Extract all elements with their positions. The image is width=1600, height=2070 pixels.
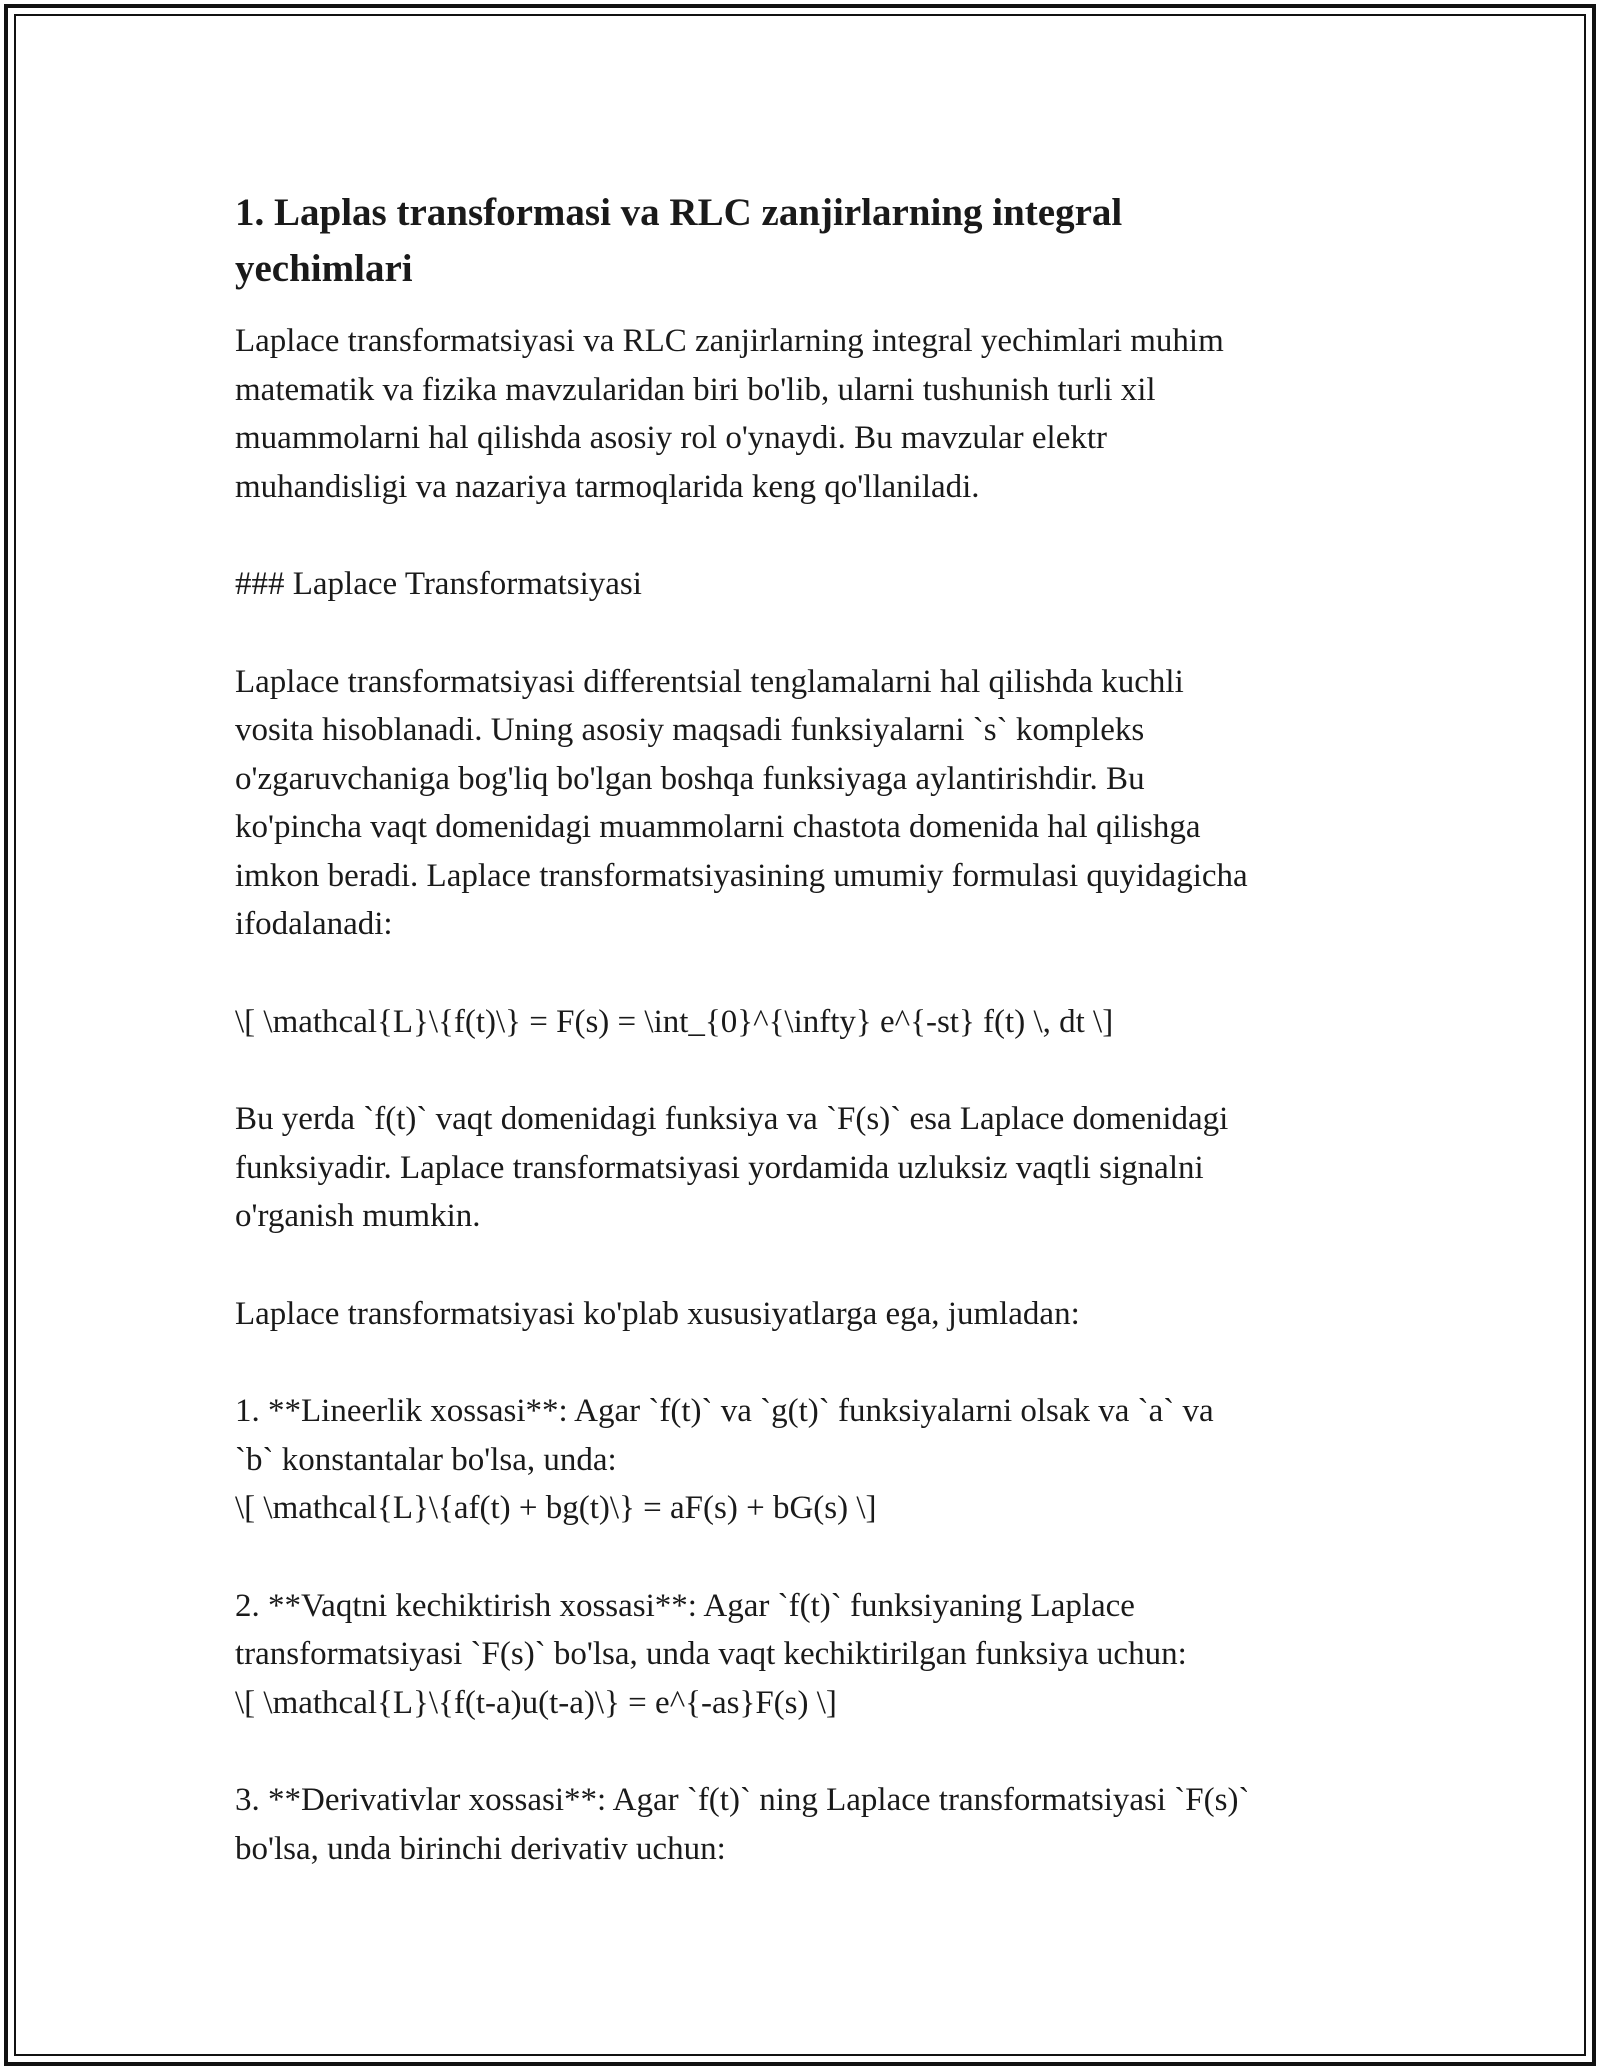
paragraph-line: Laplace transformatsiyasi differentsial tenglamalarni hal qilishda kuchli — [235, 663, 1184, 700]
paragraph-line: 1. **Lineerlik xossasi**: Agar `f(t)` va `g(t)` funksiyalarni olsak va `a` va — [235, 1393, 1214, 1429]
document-title — [235, 185, 1375, 297]
title-line: 1. Laplas transformasi va RLC zanjirlarning integral — [235, 191, 1123, 234]
paragraph-line: Laplace transformatsiyasi ko'plab xususiyatlarga ega, jumladan: — [235, 1295, 1080, 1332]
paragraph-line: Bu yerda `f(t)` vaqt domenidagi funksiya va `F(s)` esa Laplace domenidagi — [235, 1101, 1229, 1137]
paragraph-line: Laplace transformatsiyasi va RLC zanjirlarning integral yechimlari muhim — [235, 323, 1224, 359]
paragraph — [235, 998, 1375, 1047]
paragraph-list — [235, 317, 1375, 1873]
paragraph-line: bo'lsa, unda birinchi derivativ uchun: — [235, 1830, 726, 1867]
title-line: yechimlari — [235, 247, 413, 290]
paragraph — [235, 1582, 1375, 1728]
paragraph-line: vosita hisoblanadi. Uning asosiy maqsadi funksiyalarni `s` kompleks — [235, 712, 1145, 748]
paragraph — [235, 1290, 1375, 1339]
paragraph-line: muhandisligi va nazariya tarmoqlarida keng qo'llaniladi. — [235, 468, 980, 505]
paragraph — [235, 317, 1375, 511]
paragraph — [235, 1387, 1375, 1533]
paragraph-line: muammolarni hal qilishda asosiy rol o'ynaydi. Bu mavzular elektr — [235, 420, 1108, 456]
paragraph-line: \[ \mathcal{L}\{f(t)\} = F(s) = \int_{0}^{\infty} e^{-st} f(t) \, dt \] — [235, 1003, 1114, 1040]
paragraph — [235, 1776, 1375, 1873]
paragraph-line: 3. **Derivativlar xossasi**: Agar `f(t)` ning Laplace transformatsiyasi `F(s)` — [235, 1782, 1250, 1818]
paragraph — [235, 560, 1375, 609]
paragraph-line: ifodalanadi: — [235, 906, 393, 942]
paragraph-line: \[ \mathcal{L}\{af(t) + bg(t)\} = aF(s) + bG(s) \] — [235, 1490, 877, 1526]
paragraph — [235, 658, 1375, 949]
paragraph-line: ko'pincha vaqt domenidagi muammolarni chastota domenida hal qilishga — [235, 809, 1201, 845]
paragraph — [235, 1095, 1375, 1241]
paragraph-line: 2. **Vaqtni kechiktirish xossasi**: Agar `f(t)` funksiyaning Laplace — [235, 1587, 1135, 1624]
document-body — [235, 185, 1375, 1922]
paragraph-line: transformatsiyasi `F(s)` bo'lsa, unda vaqt kechiktirilgan funksiya uchun: — [235, 1636, 1187, 1672]
paragraph-line: o'zgaruvchaniga bog'liq bo'lgan boshqa funksiyaga aylantirishdir. Bu — [235, 760, 1145, 797]
paragraph-line: imkon beradi. Laplace transformatsiyasining umumiy formulasi quyidagicha — [235, 857, 1248, 894]
paragraph-line: funksiyadir. Laplace transformatsiyasi yordamida uzluksiz vaqtli signalni — [235, 1149, 1204, 1186]
paragraph-line: o'rganish mumkin. — [235, 1198, 481, 1234]
paragraph-line: `b` konstantalar bo'lsa, unda: — [235, 1441, 617, 1478]
paragraph-line: \[ \mathcal{L}\{f(t-a)u(t-a)\} = e^{-as}F(s) \] — [235, 1684, 837, 1721]
paragraph-line: ### Laplace Transformatsiyasi — [235, 566, 642, 602]
paragraph-line: matematik va fizika mavzularidan biri bo'lib, ularni tushunish turli xil — [235, 371, 1156, 408]
